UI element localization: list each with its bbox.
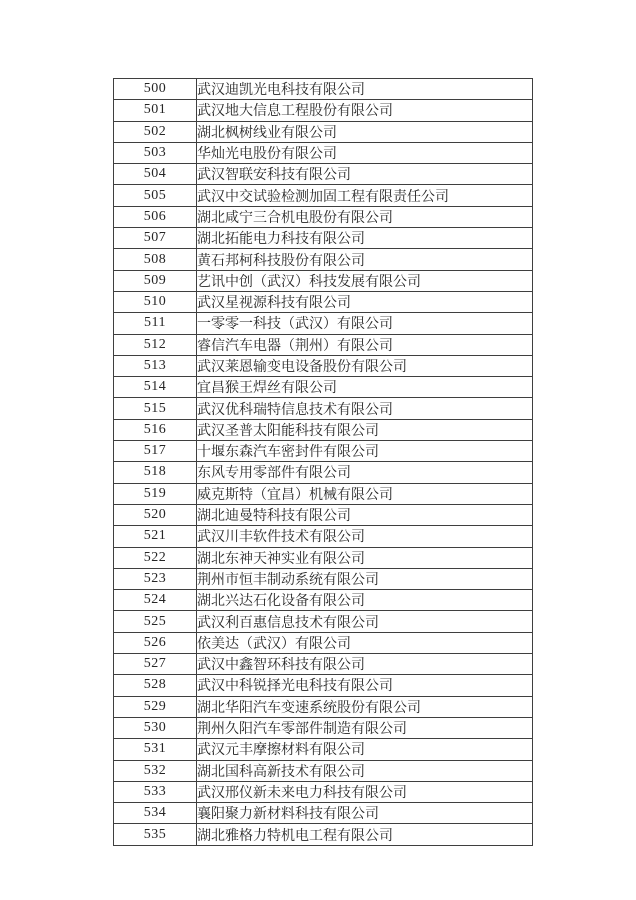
company-name: 湖北雅格力特机电工程有限公司	[197, 824, 533, 845]
table-row	[114, 100, 533, 121]
company-name: 荆州久阳汽车零部件制造有限公司	[197, 717, 533, 738]
company-name: 武汉圣普太阳能科技有限公司	[197, 419, 533, 440]
row-number: 513	[114, 355, 197, 376]
company-name: 武汉地大信息工程股份有限公司	[197, 100, 533, 121]
row-number: 530	[114, 717, 197, 738]
company-name: 湖北拓能电力科技有限公司	[197, 228, 533, 249]
company-name: 湖北咸宁三合机电股份有限公司	[197, 206, 533, 227]
company-name: 东风专用零部件有限公司	[197, 462, 533, 483]
row-number: 502	[114, 121, 197, 142]
company-name: 湖北迪曼特科技有限公司	[197, 504, 533, 525]
row-number: 517	[114, 441, 197, 462]
row-number: 500	[114, 79, 197, 100]
company-name: 武汉中交试验检测加固工程有限责任公司	[197, 185, 533, 206]
company-name: 武汉川丰软件技术有限公司	[197, 526, 533, 547]
table-row	[114, 291, 533, 312]
table-row	[114, 441, 533, 462]
table-row	[114, 611, 533, 632]
row-number: 503	[114, 142, 197, 163]
company-name: 威克斯特（宜昌）机械有限公司	[197, 483, 533, 504]
table-row	[114, 781, 533, 802]
company-name: 武汉莱恩输变电设备股份有限公司	[197, 355, 533, 376]
row-number: 528	[114, 675, 197, 696]
row-number: 507	[114, 228, 197, 249]
row-number: 533	[114, 781, 197, 802]
company-name: 湖北兴达石化设备有限公司	[197, 590, 533, 611]
row-number: 509	[114, 270, 197, 291]
row-number: 512	[114, 334, 197, 355]
table-row	[114, 504, 533, 525]
row-number: 518	[114, 462, 197, 483]
table-row	[114, 206, 533, 227]
row-number: 527	[114, 654, 197, 675]
row-number: 508	[114, 249, 197, 270]
row-number: 506	[114, 206, 197, 227]
company-list-body	[114, 79, 533, 846]
table-row	[114, 526, 533, 547]
row-number: 534	[114, 803, 197, 824]
table-row	[114, 632, 533, 653]
row-number: 519	[114, 483, 197, 504]
company-name: 依美达（武汉）有限公司	[197, 632, 533, 653]
table-row	[114, 803, 533, 824]
company-name: 黄石邦柯科技股份有限公司	[197, 249, 533, 270]
company-name: 湖北国科高新技术有限公司	[197, 760, 533, 781]
row-number: 529	[114, 696, 197, 717]
table-row	[114, 590, 533, 611]
table-row	[114, 142, 533, 163]
table-row	[114, 675, 533, 696]
row-number: 523	[114, 568, 197, 589]
table-row	[114, 377, 533, 398]
row-number: 521	[114, 526, 197, 547]
company-name: 一零零一科技（武汉）有限公司	[197, 313, 533, 334]
company-name: 宜昌猴王焊丝有限公司	[197, 377, 533, 398]
table-row	[114, 568, 533, 589]
company-name: 武汉优科瑞特信息技术有限公司	[197, 398, 533, 419]
table-row	[114, 121, 533, 142]
company-name: 睿信汽车电器（荆州）有限公司	[197, 334, 533, 355]
company-name: 华灿光电股份有限公司	[197, 142, 533, 163]
table-row	[114, 398, 533, 419]
table-row	[114, 419, 533, 440]
row-number: 510	[114, 291, 197, 312]
company-name: 十堰东森汽车密封件有限公司	[197, 441, 533, 462]
company-name: 武汉邢仪新未来电力科技有限公司	[197, 781, 533, 802]
row-number: 524	[114, 590, 197, 611]
row-number: 505	[114, 185, 197, 206]
row-number: 511	[114, 313, 197, 334]
row-number: 526	[114, 632, 197, 653]
company-name: 武汉迪凯光电科技有限公司	[197, 79, 533, 100]
row-number: 501	[114, 100, 197, 121]
table-row	[114, 164, 533, 185]
table-row	[114, 334, 533, 355]
company-list-table	[113, 78, 533, 846]
table-row	[114, 270, 533, 291]
table-row	[114, 228, 533, 249]
company-name: 湖北华阳汽车变速系统股份有限公司	[197, 696, 533, 717]
row-number: 520	[114, 504, 197, 525]
row-number: 514	[114, 377, 197, 398]
table-row	[114, 483, 533, 504]
table-row	[114, 185, 533, 206]
row-number: 516	[114, 419, 197, 440]
company-name: 艺讯中创（武汉）科技发展有限公司	[197, 270, 533, 291]
company-name: 武汉智联安科技有限公司	[197, 164, 533, 185]
table-row	[114, 717, 533, 738]
row-number: 532	[114, 760, 197, 781]
table-row	[114, 462, 533, 483]
row-number: 504	[114, 164, 197, 185]
row-number: 522	[114, 547, 197, 568]
table-row	[114, 760, 533, 781]
table-row	[114, 79, 533, 100]
table-row	[114, 824, 533, 845]
table-row	[114, 547, 533, 568]
row-number: 531	[114, 739, 197, 760]
table-row	[114, 313, 533, 334]
row-number: 535	[114, 824, 197, 845]
table-row	[114, 355, 533, 376]
company-name: 武汉中鑫智环科技有限公司	[197, 654, 533, 675]
table-row	[114, 739, 533, 760]
table-row	[114, 654, 533, 675]
table-row	[114, 696, 533, 717]
company-name: 湖北东神天神实业有限公司	[197, 547, 533, 568]
company-name: 襄阳聚力新材料科技有限公司	[197, 803, 533, 824]
company-name: 武汉星视源科技有限公司	[197, 291, 533, 312]
row-number: 525	[114, 611, 197, 632]
table-row	[114, 249, 533, 270]
company-name: 荆州市恒丰制动系统有限公司	[197, 568, 533, 589]
company-name: 武汉元丰摩擦材料有限公司	[197, 739, 533, 760]
company-name: 湖北枫树线业有限公司	[197, 121, 533, 142]
company-name: 武汉中科锐择光电科技有限公司	[197, 675, 533, 696]
row-number: 515	[114, 398, 197, 419]
company-name: 武汉利百惠信息技术有限公司	[197, 611, 533, 632]
